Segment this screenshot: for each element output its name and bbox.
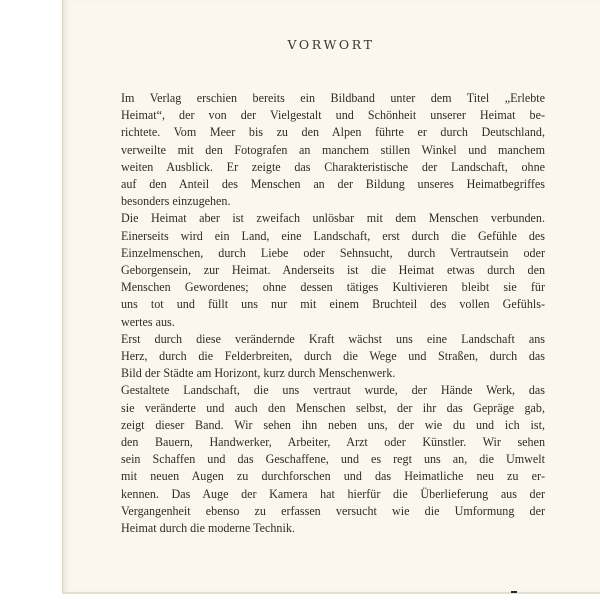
text-line: Die Heimat aber ist zweifach unlösbar mit dem Menschen verbunden.	[121, 211, 545, 226]
text-line: verweilte mit den Fotografen an manchem stillen Winkel und manchem	[121, 142, 545, 157]
paragraph-1	[121, 90, 545, 210]
paragraph-4	[121, 382, 545, 537]
text-line: sie veränderte und auch den Menschen selbst, der ihr das Gepräge gab,	[121, 400, 545, 415]
text-line: sein Schaffen und das Geschaffene, und es regt uns an, die Umwelt	[121, 452, 545, 467]
text-line: besonders einzugehen.	[121, 194, 231, 209]
text-line: den Bauern, Handwerker, Arbeiter, Arzt oder Künstler. Wir sehen	[121, 435, 545, 450]
page-title: VORWORT	[287, 37, 375, 52]
paragraph-2	[121, 210, 545, 330]
text-line: Heimat“, der von der Vielgestalt und Schönheit unserer Heimat be‐	[121, 108, 545, 123]
paragraph-3	[121, 331, 545, 383]
preface-body	[121, 90, 545, 537]
text-line: wertes aus.	[121, 314, 175, 329]
text-line: Einzelmenschen, durch Liebe oder Sehnsucht, durch Vertrautsein oder	[121, 245, 545, 260]
text-line: Menschen Gewordenes; ohne dessen tätiges Kultivieren bleibt sie für	[121, 280, 545, 295]
text-line: Heimat durch die moderne Technik.	[121, 521, 295, 536]
text-line: richtete. Vom Meer bis zu den Alpen führte er durch Deutschland,	[121, 125, 545, 140]
page-bottom-edge	[62, 592, 600, 594]
text-line: Erst durch diese verändernde Kraft wächst uns eine Landschaft ans	[121, 331, 545, 346]
text-line: Vergangenheit ebenso zu erfassen versucht wie die Umformung der	[121, 503, 545, 518]
text-line: Gestaltete Landschaft, die uns vertraut wurde, der Hände Werk, das	[121, 383, 545, 398]
page-corner-mark	[511, 591, 517, 593]
text-line: Bild der Städte am Horizont, kurz durch Menschenwerk.	[121, 366, 396, 381]
text-line: Herz, durch die Felderbreiten, durch die Wege und Straßen, durch das	[121, 349, 545, 364]
text-line: zeigt dieser Band. Wir sehen ihn neben uns, der wie du und ich ist,	[121, 417, 545, 432]
text-line: uns tot und füllt uns nur mit einem Bruchteil des vollen Gefühls‐	[121, 297, 545, 312]
text-line: kennen. Das Auge der Kamera hat hierfür die Überlieferung aus der	[121, 486, 545, 501]
text-line: Einerseits wird ein Land, eine Landschaft, erst durch die Gefühle des	[121, 228, 545, 243]
text-line: weiten Ausblick. Er zeigte das Charakteristische der Landschaft, ohne	[121, 159, 545, 174]
text-line: mit neuen Augen zu durchforschen und das Heimatliche neu zu er‐	[121, 469, 545, 484]
text-line: Geborgensein, zur Heimat. Anderseits ist die Heimat etwas durch den	[121, 263, 545, 278]
text-line: Im Verlag erschien bereits ein Bildband unter dem Titel „Erlebte	[121, 91, 545, 105]
text-line: auf den Anteil des Menschen an der Bildung unseres Heimatbegriffes	[121, 177, 545, 192]
